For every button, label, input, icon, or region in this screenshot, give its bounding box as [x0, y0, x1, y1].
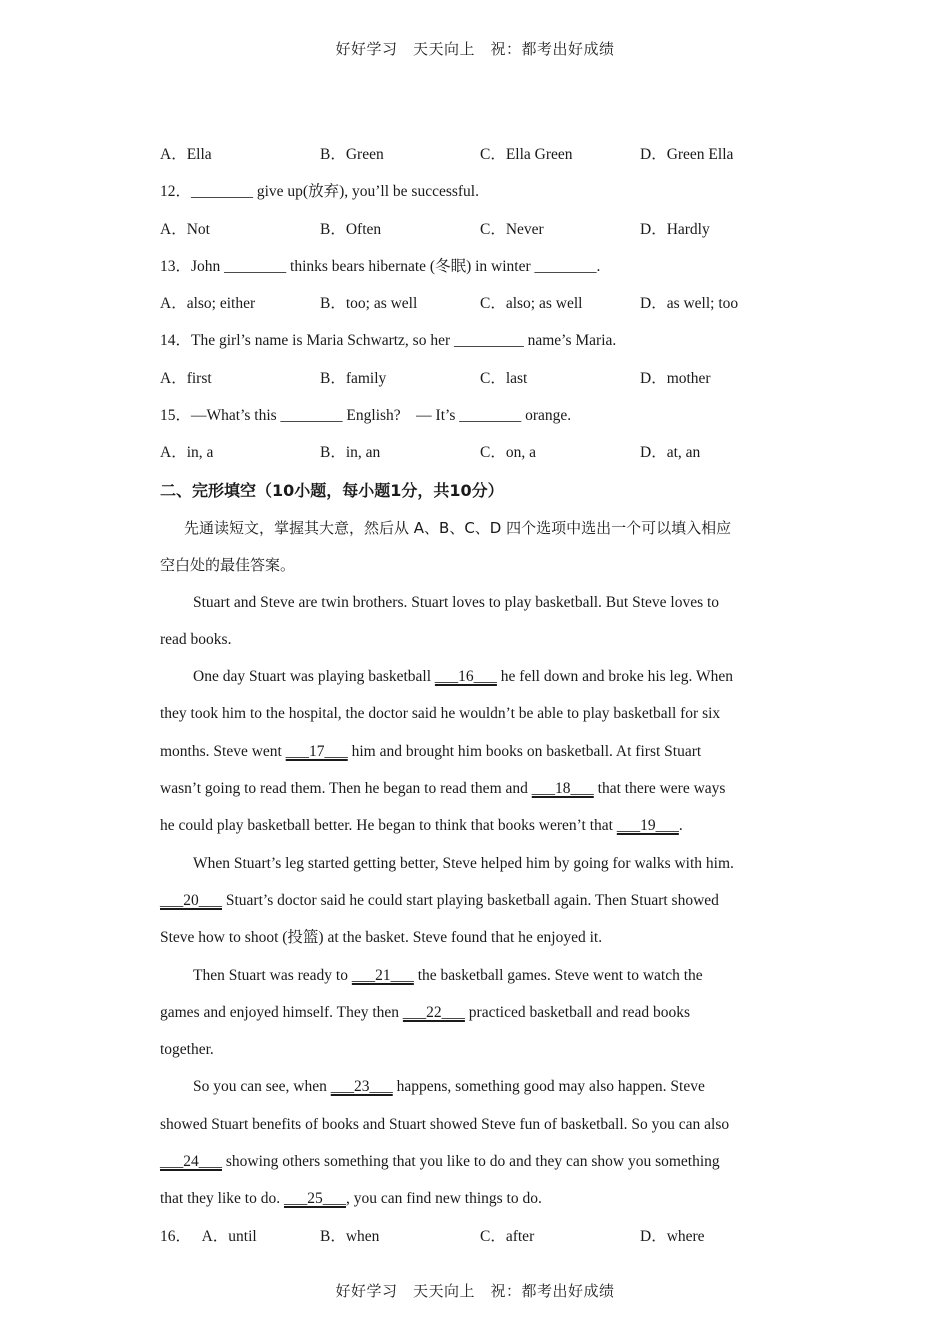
q16-number: 16． [160, 1227, 192, 1245]
passage-p1-line1: Stuart and Steve are twin brothers. Stuart loves to play basketball. But Steve loves to [193, 593, 720, 611]
passage-p3-line2: ___20___ Stuart’s doctor said he could start playing basketball again. Then Stuart showed [160, 891, 719, 909]
blank-22: ___22___ [402, 1003, 465, 1021]
q12-stem: 12．________ give up(放弃), you’ll be successful. [160, 183, 479, 201]
passage-p3-line1: When Stuart’s leg started getting better, Steve helped him by going for walks with him. [193, 854, 734, 872]
q13-options [160, 291, 800, 328]
exam-content [160, 142, 800, 1261]
q16-option-b[interactable]: B．when [320, 1227, 380, 1245]
q13-option-d[interactable]: D．as well; too [640, 295, 739, 313]
page-header: 好好学习 天天向上 祝：都考出好成绩 [335, 40, 615, 58]
q16-option-a[interactable]: A．until [201, 1227, 257, 1245]
q11-option-a[interactable]: A．Ella [160, 146, 212, 163]
passage-p4-line1: Then Stuart was ready to ___21___ the basketball games. Steve went to watch the [193, 966, 703, 984]
passage-p5-line2: showed Stuart benefits of books and Stuart showed Steve fun of basketball. So you can also [160, 1115, 730, 1133]
q12-options [160, 217, 800, 254]
passage-p4-line2: games and enjoyed himself. They then ___22___ practiced basketball and read books [160, 1003, 691, 1021]
q14-option-b[interactable]: B．family [320, 369, 387, 387]
passage-p5-line1: So you can see, when ___23___ happens, something good may also happen. Steve [193, 1078, 705, 1096]
q16-options [160, 1224, 800, 1261]
passage-p5-line4: that they like to do. ___25___, you can find new things to do. [160, 1190, 542, 1208]
blank-25: ___25___ [283, 1190, 346, 1208]
q13-option-b[interactable]: B．too; as well [320, 295, 418, 313]
passage-p3-line3: Steve how to shoot (投篮) at the basket. Steve found that he enjoyed it. [160, 929, 603, 947]
q13-option-c[interactable]: C．also; as well [480, 295, 583, 313]
q15-option-c[interactable]: C．on, a [480, 444, 536, 462]
q11-option-d[interactable]: D．Green Ella [640, 146, 734, 163]
blank-20: ___20___ [160, 891, 222, 909]
blank-16: ___16___ [434, 668, 497, 686]
q11-option-c[interactable]: C．Ella Green [480, 146, 573, 163]
q15-option-b[interactable]: B．in, an [320, 444, 381, 462]
passage-p2-line2: they took him to the hospital, the doctor said he wouldn’t be able to play basketball for six [160, 705, 721, 723]
q14-option-c[interactable]: C．last [480, 369, 528, 387]
q15-options [160, 440, 800, 477]
instruction-line-1: 先通读短文，掌握其大意，然后从 A、B、C、D 四个选项中选出一个可以填入相应 [184, 518, 732, 537]
q13-option-a[interactable]: A．also; either [160, 295, 256, 313]
q14-option-d[interactable]: D．mother [640, 369, 711, 387]
q15-option-d[interactable]: D．at, an [640, 444, 701, 462]
passage-p2-line1: One day Stuart was playing basketball ___16___ he fell down and broke his leg. When [193, 668, 733, 686]
blank-18: ___18___ [531, 780, 594, 798]
passage-p5-line3: ___24___ showing others something that you like to do and they can show you something [160, 1153, 720, 1171]
blank-23: ___23___ [330, 1078, 393, 1096]
page-footer: 好好学习 天天向上 祝：都考出好成绩 [335, 1282, 615, 1300]
q12-option-a[interactable]: A．Not [160, 220, 210, 238]
blank-19: ___19___ [616, 817, 679, 835]
instruction-line-2: 空白处的最佳答案。 [160, 556, 296, 575]
q14-stem: 14．The girl’s name is Maria Schwartz, so her _________ name’s Maria. [160, 332, 617, 350]
q14-option-a[interactable]: A．first [160, 369, 212, 387]
q12-option-d[interactable]: D．Hardly [640, 220, 710, 238]
q11-option-b[interactable]: B．Green [320, 146, 384, 163]
q15-stem: 15．—What’s this ________ English? — It’s ________ orange. [160, 407, 572, 425]
q16-option-d[interactable]: D．where [640, 1227, 705, 1245]
blank-17: ___17___ [285, 742, 348, 760]
blank-24: ___24___ [160, 1153, 222, 1171]
passage-p4-line3: together. [160, 1041, 214, 1059]
section-2-title: 二、完形填空（10小题，每小题1分，共10分） [160, 480, 504, 500]
passage-p2-line4: wasn’t going to read them. Then he began to read them and ___18___ that there were ways [160, 780, 726, 798]
q12-option-b[interactable]: B．Often [320, 220, 382, 238]
q15-option-a[interactable]: A．in, a [160, 444, 214, 462]
passage-p1-line2: read books. [160, 630, 232, 648]
q13-stem: 13．John ________ thinks bears hibernate (冬眠) in winter ________. [160, 257, 601, 275]
passage-p2-line5: he could play basketball better. He began to think that books weren’t that ___19___. [160, 817, 683, 835]
q12-option-c[interactable]: C．Never [480, 220, 544, 238]
blank-21: ___21___ [351, 966, 414, 984]
passage-p2-line3: months. Steve went ___17___ him and brought him books on basketball. At first Stuart [160, 742, 702, 760]
q16-option-c[interactable]: C．after [480, 1227, 535, 1245]
q11-options [160, 142, 800, 179]
q14-options [160, 366, 800, 403]
